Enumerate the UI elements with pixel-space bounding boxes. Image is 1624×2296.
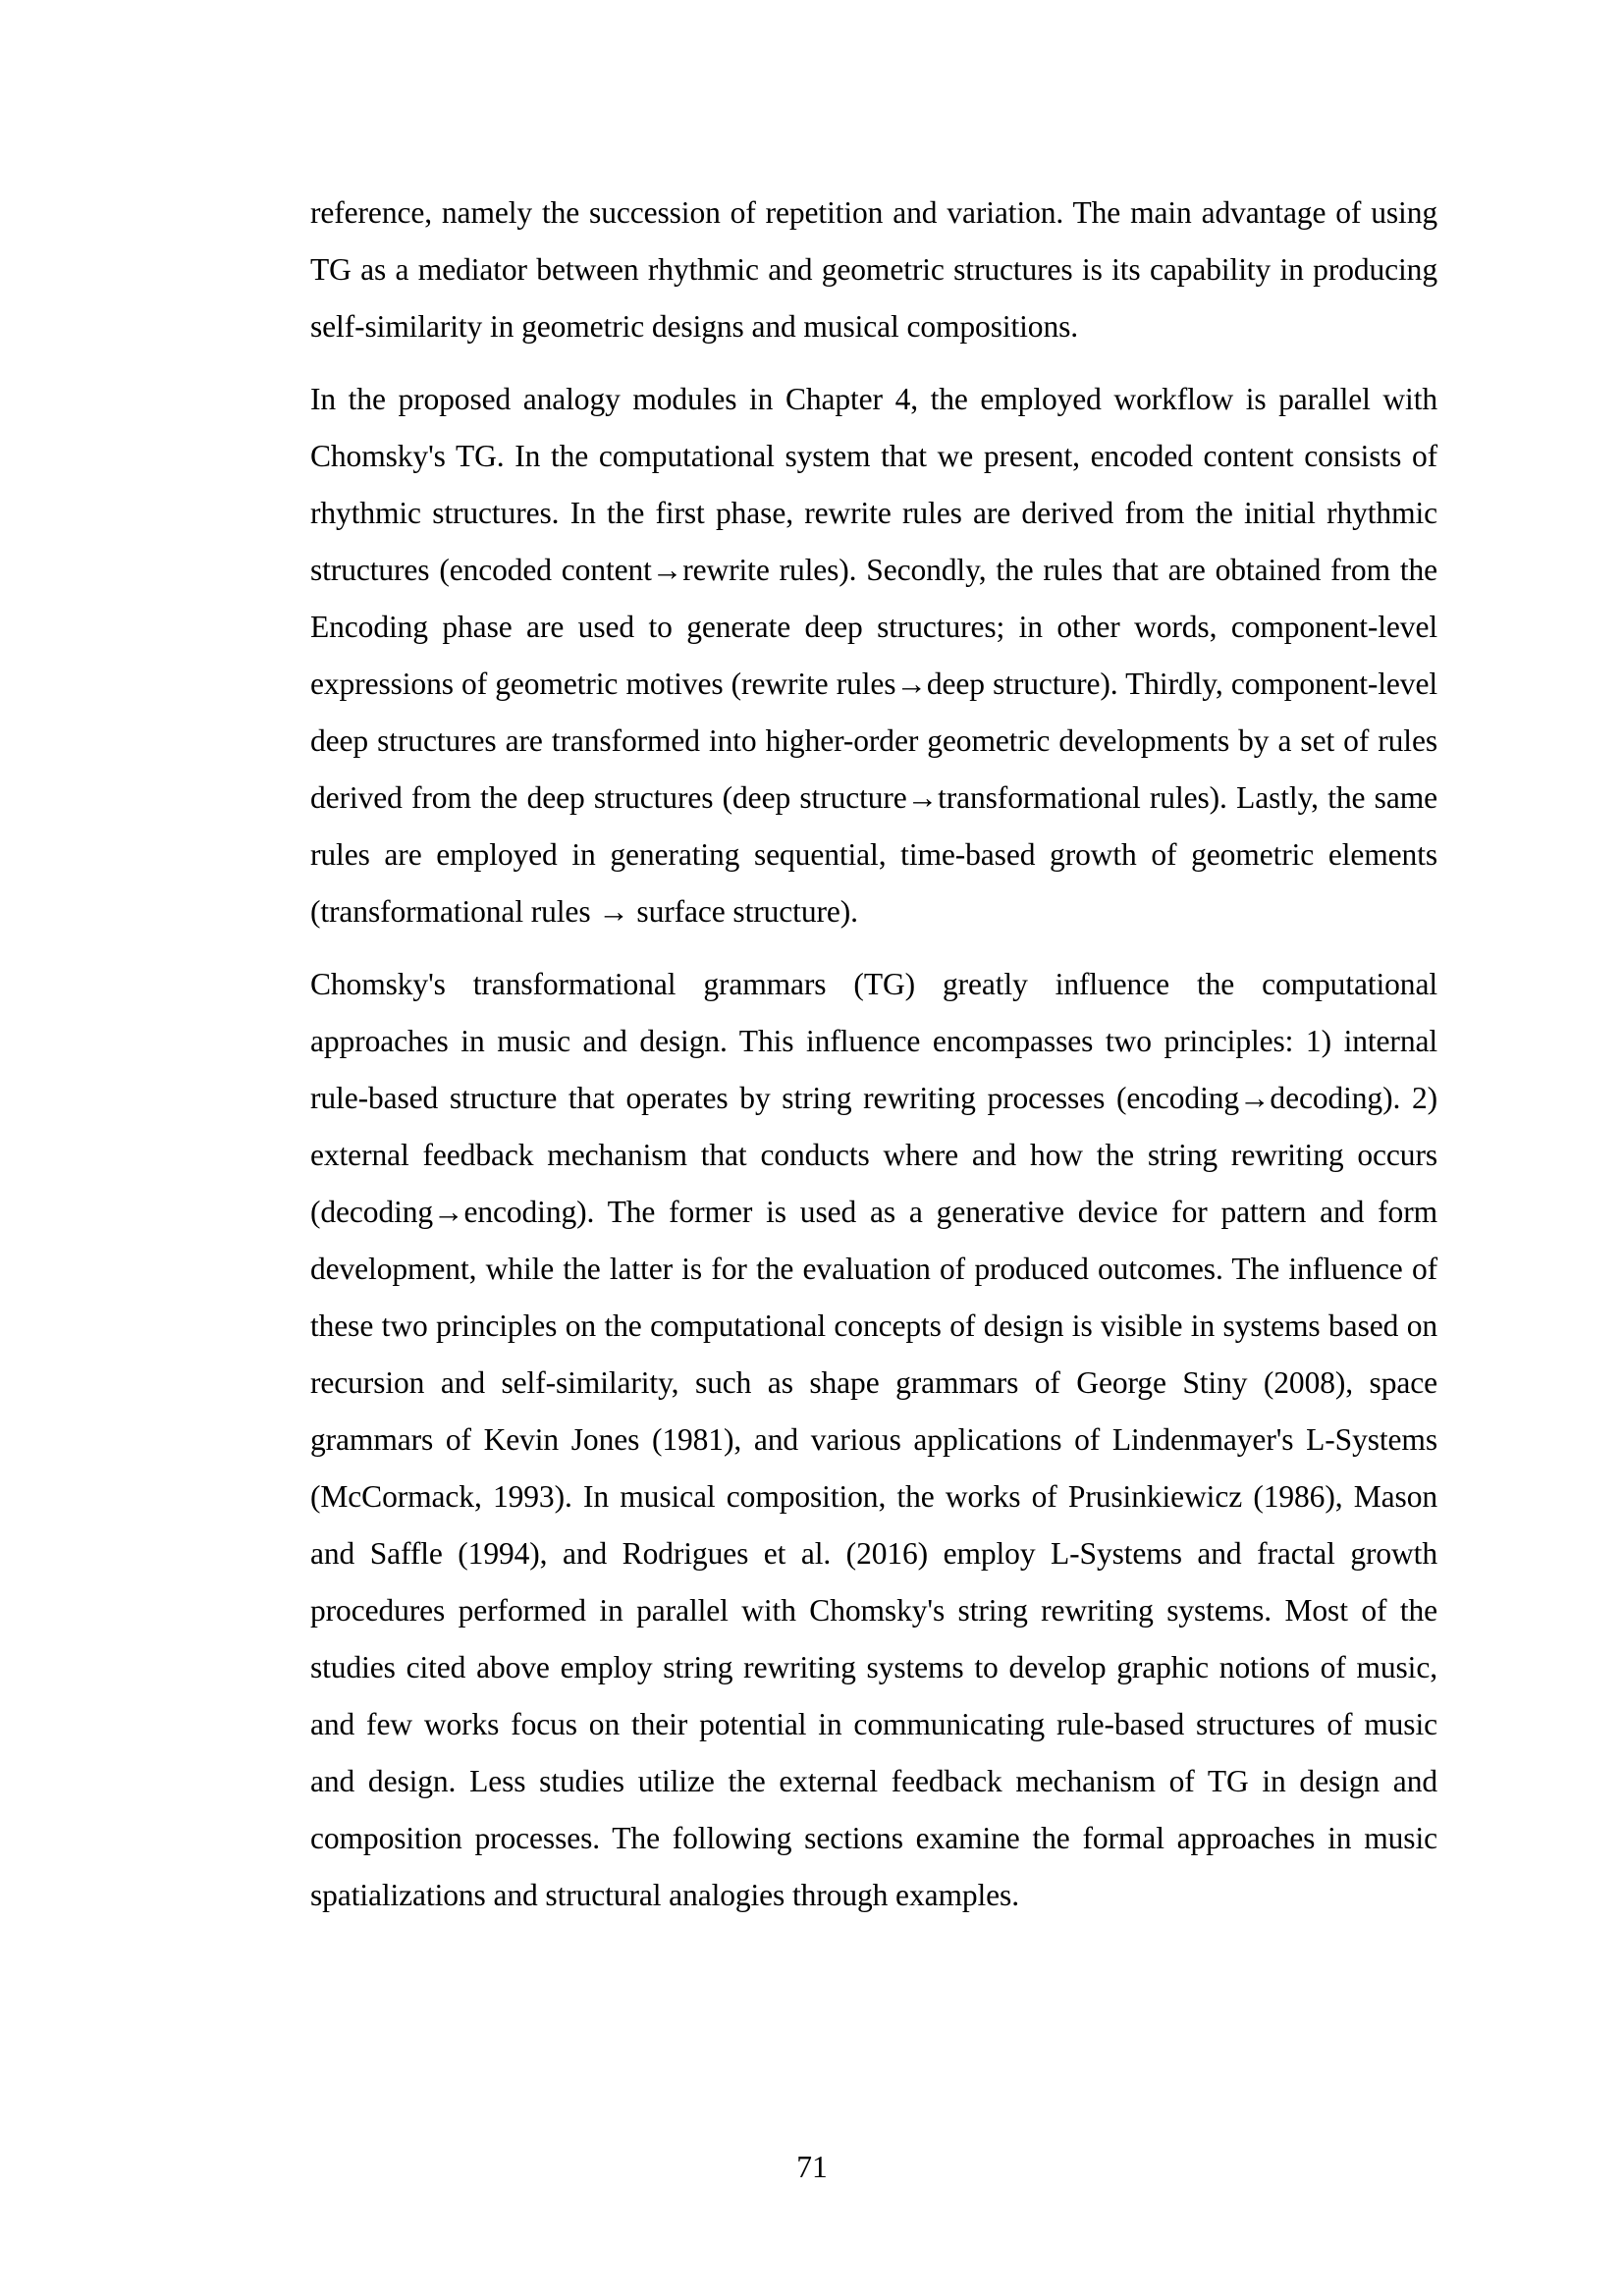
paragraph-chomsky-influence: Chomsky's transformational grammars (TG) greatly influence the computational approaches in music and design. This influence encompasses two principles: 1) internal rule-based structure that operates by string rewriting processes (encoding→decoding). 2) external feedback mechanism that conducts where and how the string rewriting occurs (decoding→encoding). The former is used as a generative device for pattern and form development, while the latter is for the evaluation of produced outcomes. The influence of these two principles on the computational concepts of design is visible in systems based on recursion and self-similarity, such as shape grammars of George Stiny (2008), space grammars of Kevin Jones (1981), and various applications of Lindenmayer's L-Systems (McCormack, 1993). In musical composition, the works of Prusinkiewicz (1986), Mason and Saffle (1994), and Rodrigues et al. (2016) employ L-Systems and fractal growth procedures performed in parallel with Chomsky's string rewriting systems. Most of the studies cited above employ string rewriting systems to develop graphic notions of music, and few works focus on their potential in communicating rule-based structures of music and design. Less studies utilize the external feedback mechanism of TG in design and composition processes. The following sections examine the formal approaches in music spatializations and structural analogies through examples. <box>310 967 1437 1912</box>
body-text <box>310 185 1437 1940</box>
page-number: 71 <box>796 2150 828 2184</box>
paragraph-analogy-workflow: In the proposed analogy modules in Chapter 4, the employed workflow is parallel with Chomsky's TG. In the computational system that we present, encoded content consists of rhythmic structures. In the first phase, rewrite rules are derived from the initial rhythmic structures (encoded content→rewrite rules). Secondly, the rules that are obtained from the Encoding phase are used to generate deep structures; in other words, component-level expressions of geometric motives (rewrite rules→deep structure). Thirdly, component-level deep structures are transformed into higher-order geometric developments by a set of rules derived from the deep structures (deep structure→transformational rules). Lastly, the same rules are employed in generating sequential, time-based growth of geometric elements (transformational rules → surface structure). <box>310 382 1437 929</box>
paragraph-tg-advantage: reference, namely the succession of repetition and variation. The main advantage of using TG as a mediator between rhythmic and geometric structures is its capability in producing self-similarity in geometric designs and musical compositions. <box>310 195 1437 344</box>
